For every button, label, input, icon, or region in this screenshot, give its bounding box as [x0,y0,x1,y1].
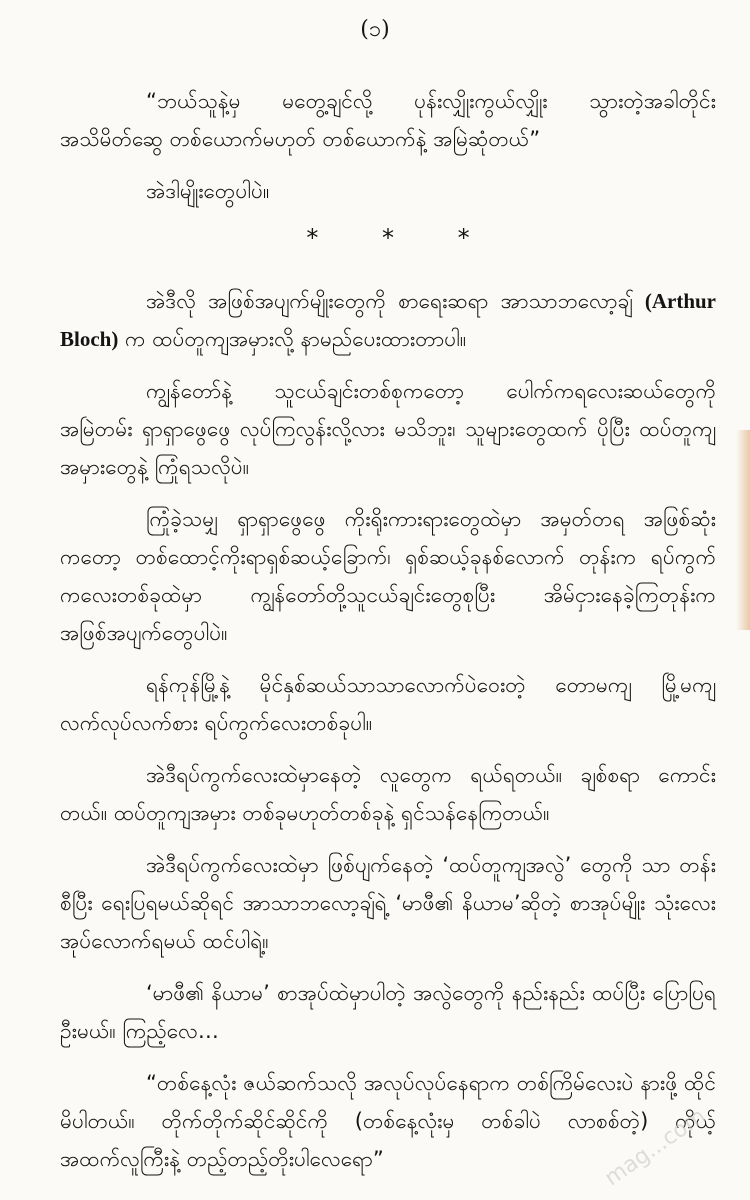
paragraph-murphy-book: အဲဒီရပ်ကွက်လေးထဲမှာ ဖြစ်ပျက်နေတဲ့ ‘ထပ်တူကျအလွဲ’ တွေကို သာ တန်းစီပြီး ရေးပြရမယ်ဆိုရင် အာသာဘလော့ချ်ရဲ့ ‘မာဖီ၏ နိယာမ’ဆိုတဲ့ စာအုပ်မျိုး သုံးလေးအုပ်လောက်ရမယ် ထင်ပါရဲ့။ [60,853,716,953]
paragraph-arthur-bloch [60,282,716,358]
watermark: mag...com [600,1103,711,1192]
paragraph-arthur-bloch-part2: က ထပ်တူကျအမှားလို့ နာမည်ပေးထားတာပါ။ [118,327,467,351]
paragraph-more-examples: ‘မာဖီ၏ နိယာမ’ စာအုပ်ထဲမှာပါတဲ့ အလွဲတွေကို နည်းနည်း ထပ်ပြီး ပြောပြရဦးမယ်။ ကြည့်လေ… [60,981,716,1043]
page-body [60,82,716,1192]
paragraph-neighborhood: ရန်ကုန်မြို့နဲ့ မိုင်နှစ်ဆယ်သာသာလောက်ပဲဝေးတဲ့ တောမကျ မြို့မကျ လက်လုပ်လက်စား ရပ်ကွက်လေးတစ်ခုပါ။ [60,673,716,735]
paragraph-like-that: အဲဒါမျိုးတွေပါပဲ။ [146,179,270,203]
paragraph-arthur-bloch-part1: အဲဒီလို အဖြစ်အပျက်မျိုးတွေကို စာရေးဆရာ အာသာဘလော့ချ် [146,289,645,313]
paragraph-people: အဲဒီရပ်ကွက်လေးထဲမှာနေတဲ့ လူတွေက ရယ်ရတယ်။ ချစ်စရာ ကောင်းတယ်။ ထပ်တူကျအမှား တစ်ခုမဟုတ်တစ်ခုနဲ့ ရှင်သန်နေကြတယ်။ [60,763,716,825]
section-divider-stars: * * * [306,224,498,252]
paragraph-quote-hiding: “ဘယ်သူနဲ့မှ မတွေ့ချင်လို့ ပုန်းလျှိုးကွယ်လျှိုး သွားတဲ့အခါတိုင်း အသိမိတ်ဆွေ တစ်ယောက်မဟုတ် တစ်ယောက်နဲ့ အမြဲဆုံတယ်” [60,89,716,151]
page-number: (၁) [360,17,390,42]
page-edge-stain [736,430,750,630]
paragraph-memorable-events: ကြုံခဲ့သမျှ ရှာရှာဖွေဖွေ ကိုးရိုးကားရားတွေထဲမှာ အမှတ်တရ အဖြစ်ဆုံးကတော့ တစ်ထောင့်ကိုးရာရှစ်ဆယ့်ခြောက်၊ ရှစ်ဆယ့်ခုနစ်လောက် တုန်းက ရပ်ကွက်ကလေးတစ်ခုထဲမှာ ကျွန်တော်တို့သူငယ်ချင်းတွေစုပြီး အိမ်ငှားနေခဲ့ကြတုန်းက အဖြစ်အပျက်တွေပါပဲ။ [60,507,716,645]
paragraph-quote-boss: “တစ်နေ့လုံး ဇယ်ဆက်သလို အလုပ်လုပ်နေရာက တစ်ကြိမ်လေးပဲ နားဖို့ ထိုင်မိပါတယ်။ တိုက်တိုက်ဆိုင်ဆိုင်ကို (တစ်နေ့လုံးမှ တစ်ခါပဲ လာစစ်တဲ့) ကိုယ့်အထက်လူကြီးနဲ့ တည့်တည့်တိုးပါလေရော” [60,1071,716,1171]
paragraph-friends: ကျွန်တော်နဲ့ သူငယ်ချင်းတစ်စုကတော့ ပေါက်ကရလေးဆယ်တွေကို အမြဲတမ်း ရှာရှာဖွေဖွေ လုပ်ကြလွန်းလို့လား မသိဘူး၊ သူများတွေထက် ပိုပြီး ထပ်တူကျအမှားတွေနဲ့ ကြုံရသလိုပဲ။ [60,379,716,479]
author-name-english: (Arthur Bloch) [60,289,716,351]
